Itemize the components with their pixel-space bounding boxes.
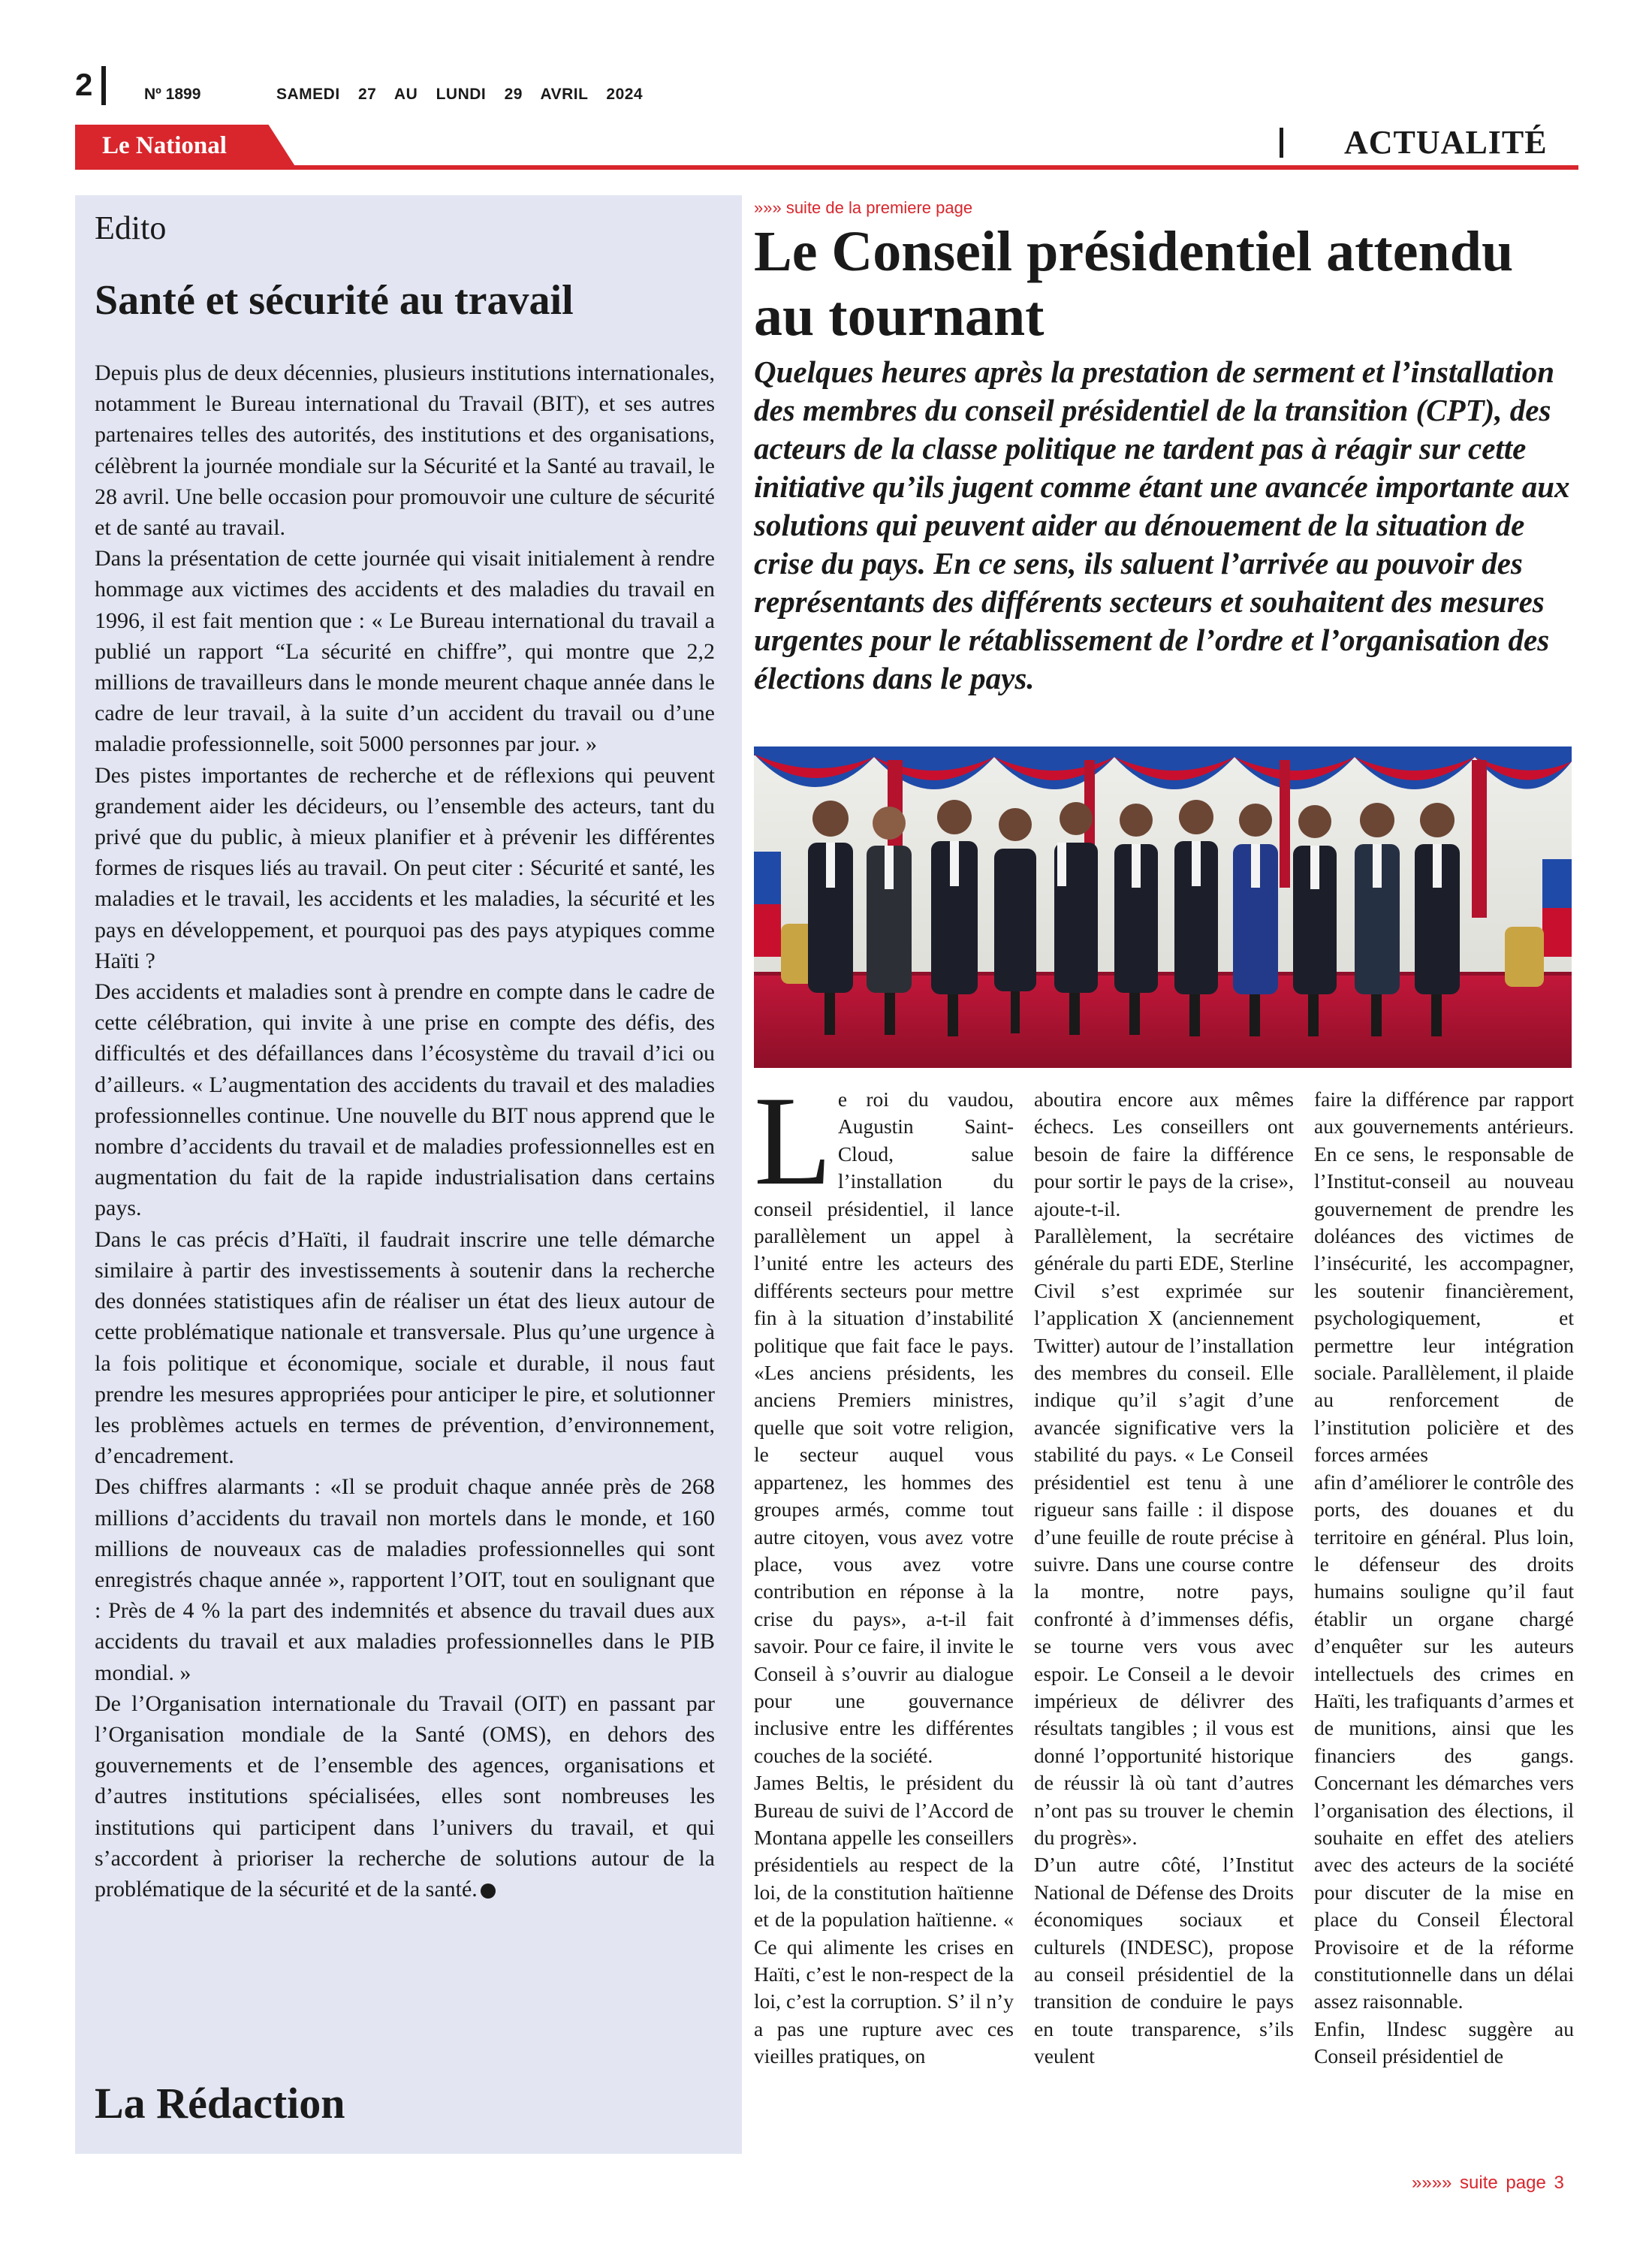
edito-paragraph: De l’Organisation internationale du Travail (OIT) en passant par l’Organisation mondiale de la Santé (OMS), en dehors des gouvernements et de l’ensemble des agences, organisations et d’autres institutions spécialisées, elles sont nombreuses les institutions qui participent dans l’univers du travail, et qui s’accordent à prioriser la recherche de solutions autour de la problématique de la sécurité et de la santé.: [95, 1691, 715, 1902]
edito-paragraph: Dans la présentation de cette journée qui visait initialement à rendre hommage aux victimes des accidents et des maladies du travail en 1996, il est fait mention que : « Le Bureau international du travail a publié un rapport “La sécurité en chiffre”, qui montre que 2,2 millions de travailleurs dans le monde meurent chaque année dans le cadre de leur travail, à la suite d’un accident du travail ou d’une maladie professionnelle, soit 5000 personnes par jour. »: [95, 546, 715, 757]
issue-number: Nº 1899: [144, 86, 201, 103]
header-rule: [75, 165, 1578, 170]
page-number: 2: [75, 67, 93, 102]
edito-paragraph-last: [95, 1688, 715, 1905]
article-paragraph: e roi du vaudou, Augustin Saint-Cloud, salue l’installation du conseil présidentiel, il lance parallèlement un appel à l’unité entre les acteurs des différents secteurs pour mettre fin à la situation d’instabilité politique que fait face le pays. «Les anciens présidents, les anciens Premiers ministres, quelle que soit votre religion, le secteur auquel vous appartenez, les hommes des groupes armés, comme tout autre citoyen, vous avez votre place, vous avez votre contribution en réponse à la crise du pays», a-t-il fait savoir. Pour ce faire, il invite le Conseil à s’ouvrir au dialogue pour une gouvernance inclusive entre les différentes couches de la société.: [754, 1087, 1014, 1767]
article-column-2: [1034, 1086, 1294, 2071]
article-paragraph: afin d’améliorer le contrôle des ports, des douanes et du territoire en général. Plus loin, le défenseur des droits humains souligne qu’il faut établir un organe chargé d’enquêter sur les auteurs intellectuels des crimes en Haïti, les trafiquants d’armes et de munitions, ainsi que les financiers des gangs. Concernant les démarches vers l’organisation des élections, il souhaite en effet des ateliers avec des acteurs de la société pour discuter de la mise en place du Conseil Électoral Provisoire et de la réforme constitutionnelle dans un délai assez raisonnable.: [1314, 1470, 1574, 2013]
article-column-1: [754, 1070, 1014, 2071]
continued-on-page-link[interactable]: »»»» suite page 3: [1412, 2173, 1564, 2193]
article-paragraph: Parallèlement, la secrétaire générale du parti EDE, Sterline Civil s’est exprimée sur l’application X (anciennement Twitter) autour de l’installation des membres du conseil. Elle indique qu’il s’agit d’une avancée significative vers la stabilité du pays. « Le Conseil présidentiel est tenu à une rigueur sans faille : il dispose d’une feuille de route précise à suivre. Dans une course contre la montre, notre pays, confronté à d’immenses défis, se tourne vers vous avec espoir. Le Conseil a le devoir impérieux de délivrer des résultats tangibles ; il vous est donné l’opportunité historique de réussir là où tant d’autres n’ont pas su trouver le chemin du progrès».: [1034, 1224, 1294, 1849]
newspaper-name: Le National: [102, 132, 227, 159]
article-lede: Quelques heures après la prestation de serment et l’installation des membres du conseil présidentiel de la transition (CPT), des acteurs de la classe politique ne tardent pas à réagir sur cette initiative qu’ils jugent comme étant une avancée importante aux solutions qui peuvent aider au dénouement de la situation de crise du pays. En ce sens, ils saluent l’arrivée au pouvoir des représentants des différents secteurs et souhaitent des mesures urgentes pour le rétablissement de l’ordre et l’organisation des élections dans le pays.: [754, 354, 1570, 695]
end-of-article-icon: [481, 1884, 496, 1899]
section-divider: [1280, 128, 1283, 158]
edito-label: Edito: [95, 210, 167, 246]
edito-title: Santé et sécurité au travail: [95, 277, 574, 324]
drop-cap: L: [754, 1070, 832, 1211]
article-headline: Le Conseil présidentiel attendu au tournant: [754, 220, 1514, 348]
edito-paragraph: Depuis plus de deux décennies, plusieurs institutions internationales, notamment le Bureau international du Travail (BIT), et ses autres partenaires telles des autorités, des institutions et des organisations, célèbrent la journée mondiale sur la Sécurité et la Santé au travail, le 28 avril. Une belle occasion pour promouvoir une culture de sécurité et de santé au travail.: [95, 360, 715, 541]
article-paragraph: faire la différence par rapport aux gouvernements antérieurs. En ce sens, le responsable de l’Institut-conseil au nouveau gouvernement de prendre les doléances des victimes de l’insécurité, les accompagner, les soutenir financièrement, psychologiquement, et permettre leur intégration sociale. Parallèlement, il plaide au renforcement de l’institution policière et des forces armées: [1314, 1087, 1574, 1467]
group-photo: [754, 746, 1572, 1068]
article-paragraph: James Beltis, le président du Bureau de suivi de l’Accord de Montana appelle les conseillers présidentiels au respect de la loi, de la constitution haïtienne et de la population haïtienne. « Ce qui alimente les crises en Haïti, c’est le non-respect de la loi, c’est la corruption. S’ il n’y a pas une rupture avec ces vieilles pratiques, on: [754, 1771, 1014, 2068]
continuation-kicker: »»» suite de la premiere page: [754, 198, 973, 217]
issue-date: SAMEDI 27 AU LUNDI 29 AVRIL 2024: [276, 86, 644, 103]
article-paragraph: Enfin, lIndesc suggère au Conseil présidentiel de: [1314, 2016, 1574, 2068]
article-paragraph: D’un autre côté, l’Institut National de Défense des Droits économiques sociaux et culturels (INDESC), propose au conseil présidentiel de la transition de conduire le pays en toute transparence, s’ils veulent: [1034, 1853, 1294, 2068]
section-name: ACTUALITÉ: [1344, 124, 1548, 161]
edito-body: [95, 357, 715, 1905]
edito-paragraph: Des pistes importantes de recherche et de réflexions qui peuvent grandement aider les décideurs, ou l’ensemble des acteurs, tant du privé que du public, à mieux planifier et à prévenir les différentes formes de risques liés au travail. On peut citer : Sécurité et santé, les maladies et le travail, les accidents et les maladies, la sécurité et les pays en développement, et pourquoi pas des pays atypiques comme Haïti ?: [95, 762, 715, 973]
edito-paragraph: Des accidents et maladies sont à prendre en compte dans le cadre de cette célébration, qui invite à une prise en compte des défis, des difficultés et des défaillances dans l’écosystème du travail d’ici ou d’ailleurs. « L’augmentation des accidents du travail et des maladies professionnelles continue. Une nouvelle du BIT nous apprend que le nombre d’accidents du travail et de maladies professionnelles est en augmentation du fait de la rapide industrialisation dans certains pays.: [95, 979, 715, 1221]
edito-signature: La Rédaction: [95, 2079, 345, 2128]
page-number-divider: [101, 66, 106, 105]
article-column-3: [1314, 1086, 1574, 2071]
article-paragraph: aboutira encore aux mêmes échecs. Les conseillers ont besoin de faire la différence pour sortir le pays de la crise», ajoute-t-il.: [1034, 1087, 1294, 1220]
edito-paragraph: Des chiffres alarmants : «Il se produit chaque année près de 268 millions d’accidents du travail non mortels dans le monde, et 160 millions de nouveaux cas de maladies professionnelles qui sont enregistrés chaque année », rapportent l’OIT, tout en soulignant que : Près de 4 % la part des indemnités et absence du travail dues aux accidents du travail et aux maladies professionnelles dans le PIB mondial. »: [95, 1474, 715, 1685]
edito-paragraph: Dans le cas précis d’Haïti, il faudrait inscrire une telle démarche similaire à partir des investissements à soutenir dans la recherche des données statistiques afin de réaliser un état des lieux autour de cette problématique nationale et transversale. Plus qu’une urgence à la fois politique et économique, sociale et durable, il nous faut prendre les mesures appropriées pour anticiper le pire, et solutionner les problèmes actuels en termes de prévention, d’environnement, d’encadrement.: [95, 1226, 715, 1469]
